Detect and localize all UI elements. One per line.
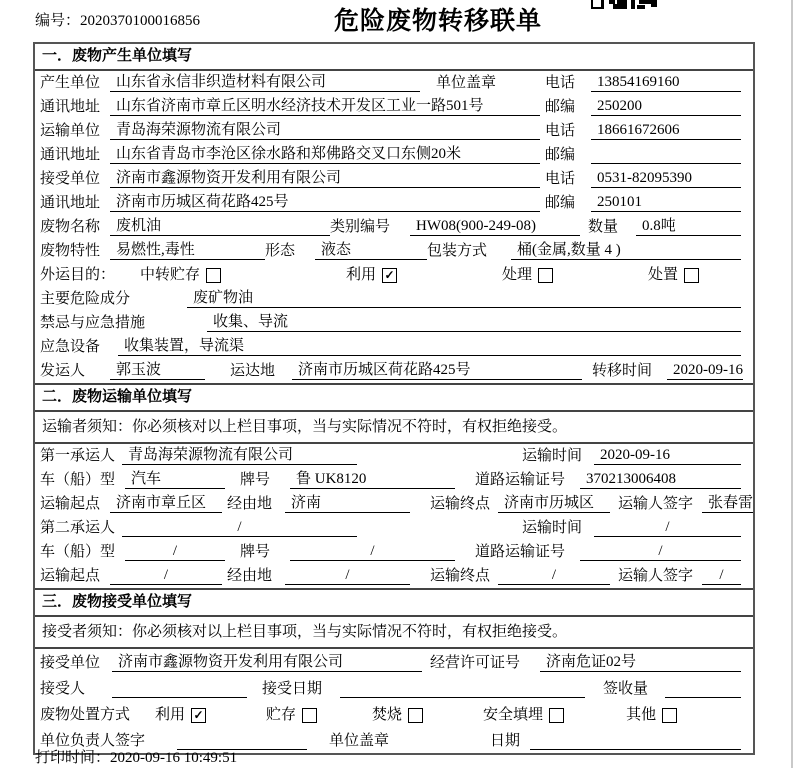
field-value: 250200 [591,98,741,116]
checkbox-label: 安全填埋 [483,707,544,723]
field-label: 车（船）型 [40,544,116,560]
field-value [340,681,585,698]
field-value: 2020-09-16 [594,447,741,465]
form-row [35,675,753,701]
section-notice: 运输者须知：你必须核对以上栏目事项，当与实际情况不符时，有权拒绝接受。 [35,412,753,444]
field-label: 运输时间 [522,520,583,536]
field-value: 250101 [591,194,741,212]
checkbox-option [346,267,397,284]
page-edge-line [791,0,793,768]
field-label: 邮编 [545,195,576,211]
field-value: 收集装置，导流渠 [118,338,741,356]
transfer-form-table [33,42,755,755]
section-waste-receiver [35,588,753,753]
field-value: 山东省永信非织造材料有限公司 [110,74,420,92]
field-value: / [594,519,741,537]
field-value: 13854169160 [591,74,741,92]
field-label: 运输单位 [40,123,101,139]
field-label: 通讯地址 [40,195,101,211]
field-value [665,681,741,698]
field-value: / [122,519,357,537]
field-label: 废物特性 [40,243,101,259]
field-value: 山东省青岛市李沧区徐水路和郑佛路交叉口东侧20米 [110,146,540,164]
checkbox-label: 处置 [648,267,679,283]
form-row [35,649,753,675]
field-value: 18661672606 [591,122,741,140]
checkbox-unchecked-icon [684,268,699,283]
field-label: 经由地 [227,496,273,512]
field-value: / [290,543,455,561]
form-row [35,95,753,119]
field-value: 济南市鑫源物资开发利用有限公司 [110,170,540,188]
field-label: 通讯地址 [40,147,101,163]
field-label: 第二承运人 [40,520,116,536]
print-time-label: 打印时间： [35,750,111,766]
field-value: 废机油 [110,218,330,236]
field-label: 第一承运人 [40,448,116,464]
field-value: 易燃性,毒性 [110,242,265,260]
section-waste-generator [35,44,753,383]
checkbox-option [648,267,699,284]
field-value: 山东省济南市章丘区明水经济技术开发区工业一路501号 [110,98,540,116]
field-label: 通讯地址 [40,99,101,115]
checkbox-unchecked-icon [408,708,423,723]
qr-code-icon [591,0,657,11]
checkbox-label: 焚烧 [372,707,403,723]
field-label: 运输人签字 [618,496,694,512]
field-label: 运输起点 [40,496,101,512]
field-label: 运输终点 [430,568,491,584]
field-label: 转移时间 [592,363,653,379]
field-label: 单位盖章 [329,733,390,749]
field-label: 接受日期 [262,681,323,697]
checkbox-unchecked-icon [549,708,564,723]
field-value: 废矿物油 [187,290,741,308]
field-value: 济南 [285,495,410,513]
field-label: 日期 [490,733,521,749]
section-header: 三．废物接受单位填写 [35,588,753,617]
form-row [35,287,753,311]
field-label: 运输终点 [430,496,491,512]
field-label: 邮编 [545,99,576,115]
checkbox-unchecked-icon [302,708,317,723]
field-value: 济南市历城区荷花路425号 [110,194,540,212]
field-label: 包装方式 [427,243,488,259]
checkbox-unchecked-icon [662,708,677,723]
field-value: / [285,567,410,585]
field-value: 张春雷 [702,495,753,513]
checkbox-label: 中转贮存 [140,267,201,283]
form-row [35,564,753,588]
checkbox-label: 处理 [502,267,533,283]
page-title: 危险废物转移联单 [334,8,543,35]
field-label: 牌号 [240,544,271,560]
field-label: 单位盖章 [436,75,497,91]
field-label: 电话 [545,75,576,91]
form-row [35,468,753,492]
form-row [35,71,753,95]
field-label: 数量 [588,219,619,235]
field-value: 济南危证02号 [540,654,741,672]
checkbox-checked-icon: ✓ [382,268,397,283]
form-row [35,143,753,167]
field-label: 应急设备 [40,339,101,355]
section-header: 二．废物运输单位填写 [35,383,753,412]
field-value: 济南市历城区 [498,495,610,513]
field-value: 济南市鑫源物资开发利用有限公司 [112,654,422,672]
doc-number-value: 2020370100016856 [80,13,201,29]
field-label: 运输时间 [522,448,583,464]
field-label: 接受单位 [40,655,101,671]
checkbox-checked-icon: ✓ [191,708,206,723]
checkbox-unchecked-icon [538,268,553,283]
field-label: 签收量 [603,681,649,697]
doc-number [35,9,200,30]
field-value: 鲁 UK8120 [290,471,455,489]
field-label: 运输人签字 [618,568,694,584]
field-value: 0.8吨 [636,218,741,236]
field-value: / [125,543,225,561]
form-row [35,335,753,359]
checkbox-option [140,267,221,284]
field-label: 主要危险成分 [40,291,131,307]
form-row [35,191,753,215]
doc-number-label: 编号： [35,13,81,29]
field-value: HW08(900-249-08) [410,218,580,236]
field-label: 电话 [545,123,576,139]
checkbox-option [372,707,423,724]
field-value: 收集、导流 [207,314,741,332]
field-value: 郭玉波 [110,362,205,380]
field-value: 液态 [315,242,427,260]
field-value: 济南市章丘区 [110,495,222,513]
field-label: 运达地 [230,363,276,379]
field-label: 废物处置方式 [40,707,131,723]
field-label: 道路运输证号 [475,544,566,560]
section-notice: 接受者须知：你必须核对以上栏目事项，当与实际情况不符时，有权拒绝接受。 [35,617,753,649]
form-row [35,119,753,143]
form-row [35,540,753,564]
field-label: 经营许可证号 [430,655,521,671]
field-value [112,681,247,698]
checkbox-option [502,267,553,284]
form-row [35,492,753,516]
field-label: 禁忌与应急措施 [40,315,146,331]
field-value: 2020-09-16 [667,362,743,380]
field-value: 370213006408 [580,471,741,489]
checkbox-label: 利用 [346,267,377,283]
field-label: 接受人 [40,681,86,697]
checkbox-option [626,707,677,724]
form-row [35,167,753,191]
form-row [35,359,753,383]
field-value: 汽车 [125,471,225,489]
checkbox-label: 贮存 [266,707,297,723]
field-value: / [702,567,741,585]
field-label: 产生单位 [40,75,101,91]
field-value: 青岛海荣源物流有限公司 [110,122,540,140]
checkbox-option [155,707,206,724]
checkbox-option [483,707,564,724]
field-value: 青岛海荣源物流有限公司 [122,447,357,465]
field-label: 经由地 [227,568,273,584]
print-time [35,746,237,767]
form-row [35,311,753,335]
field-label: 牌号 [240,472,271,488]
field-label: 废物名称 [40,219,101,235]
form-row [35,444,753,468]
section-waste-transporter [35,383,753,588]
field-label: 单位负责人签字 [40,733,146,749]
checkbox-label: 其他 [626,707,657,723]
checkbox-label: 利用 [155,707,186,723]
field-value: 桶(金属,数量 4 ) [511,242,741,260]
field-value: 济南市历城区荷花路425号 [292,362,582,380]
checkbox-unchecked-icon [206,268,221,283]
field-label: 发运人 [40,363,86,379]
field-label: 形态 [265,243,296,259]
field-value: / [580,543,741,561]
form-row [35,215,753,239]
field-label: 接受单位 [40,171,101,187]
form-row [35,239,753,263]
field-label: 运输起点 [40,568,101,584]
form-row [35,701,753,727]
field-label: 类别编号 [330,219,391,235]
field-label: 外运目的： [40,267,116,283]
field-label: 车（船）型 [40,472,116,488]
field-label: 邮编 [545,147,576,163]
field-value: 0531-82095390 [591,170,741,188]
form-row [35,516,753,540]
form-row [35,263,753,287]
field-value [591,147,741,164]
field-label: 电话 [545,171,576,187]
field-value: / [498,567,610,585]
print-time-value: 2020-09-16 10:49:51 [110,750,238,766]
field-value: / [110,567,222,585]
checkbox-option [266,707,317,724]
field-label: 道路运输证号 [475,472,566,488]
section-header: 一．废物产生单位填写 [35,44,753,71]
field-value [530,733,741,750]
